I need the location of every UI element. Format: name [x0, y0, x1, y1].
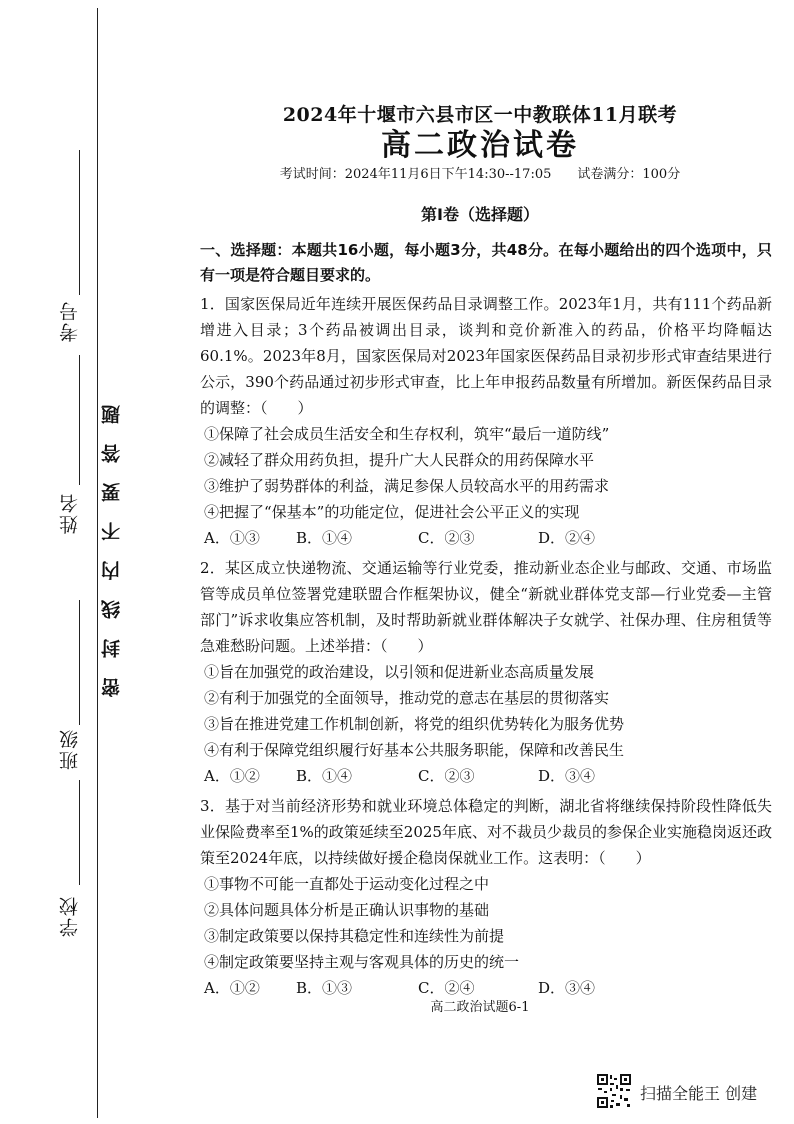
- statement-option: ②具体问题具体分析是正确认识事物的基础: [204, 901, 490, 919]
- statement-option: ③旨在推进党建工作机制创新，将党的组织优势转化为服务优势: [204, 715, 625, 733]
- field-line-id: [79, 150, 80, 295]
- choice-a: A．①②: [204, 767, 260, 785]
- statement-option: ③制定政策要以保持其稳定性和连续性为前提: [204, 927, 505, 945]
- choice-b: B．①④: [296, 767, 353, 785]
- choice-a: A．①②: [204, 979, 260, 997]
- field-label-id: 考号: [59, 300, 81, 342]
- choice-c: C．②③: [418, 529, 475, 547]
- statement-option: ④有利于保障党组织履行好基本公共服务职能，保障和改善民生: [204, 741, 625, 759]
- answer-choices: [200, 525, 772, 552]
- question-stem: 3．基于对当前经济形势和就业环境总体稳定的判断，湖北省将继续保持阶段性降低失业保险费率至1%的政策延续至2025年底、对不裁员少裁员的参保企业实施稳岗返还政策至2024年底，以持续做好援企稳岗保就业工作。这表明：（ ）: [200, 797, 772, 867]
- field-line-name: [79, 355, 80, 485]
- section-title: 第Ⅰ卷（选择题）: [421, 205, 539, 224]
- statement-option: ②减轻了群众用药负担，提升广大人民群众的用药保障水平: [204, 451, 595, 469]
- choice-b: B．①④: [296, 529, 353, 547]
- question-1: [200, 291, 772, 552]
- field-label-school: 学校: [59, 895, 81, 937]
- exam-info: [200, 163, 760, 182]
- exam-time: 考试时间：2024年11月6日下午14:30--17:05: [279, 167, 552, 182]
- page-footer: 高二政治试题6-1: [430, 1000, 530, 1015]
- choice-d: D．②④: [538, 529, 596, 547]
- field-line-school: [79, 780, 80, 885]
- field-label-name: 姓名: [59, 492, 81, 534]
- question-3: [200, 793, 772, 1002]
- field-label-class: 班级: [59, 728, 81, 770]
- choice-c: C．②④: [418, 979, 475, 997]
- choice-c: C．②③: [418, 767, 475, 785]
- statement-option: ①保障了社会成员生活安全和生存权利，筑牢“最后一道防线”: [204, 425, 610, 443]
- question-area: [200, 238, 772, 1002]
- exam-title: 2024年十堰市六县市区一中教联体11月联考: [282, 104, 678, 126]
- scanner-watermark: 扫描全能王 创建: [640, 1084, 758, 1103]
- answer-choices: [200, 763, 772, 790]
- full-score: 试卷满分：100分: [577, 167, 681, 182]
- statement-option: ①事物不可能一直都处于运动变化过程之中: [204, 875, 490, 893]
- choice-d: D．③④: [538, 767, 596, 785]
- statement-option: ①旨在加强党的政治建设，以引领和促进新业态高质量发展: [204, 663, 595, 681]
- choice-a: A．①③: [204, 529, 260, 547]
- choice-b: B．①③: [296, 979, 353, 997]
- qr-code-icon: [596, 1073, 632, 1109]
- question-stem: 1．国家医保局近年连续开展医保药品目录调整工作。2023年1月，共有111个药品新增进入目录；3个药品被调出目录，谈判和竞价新准入的药品，价格平均降幅达60.1%。2023年8月，国家医保局对2023年国家医保药品目录初步形式审查结果进行公示，390个药品通过初步形式审查，比上年申报药品数量有所增加。新医保药品目录的调整：（ ）: [200, 295, 772, 417]
- seal-line-notice: 密封线内不要答题: [101, 385, 123, 697]
- question-2: [200, 555, 772, 790]
- field-line-class: [79, 600, 80, 725]
- statement-option: ③维护了弱势群体的利益，满足参保人员较高水平的用药需求: [204, 477, 610, 495]
- binding-line: [97, 8, 98, 1118]
- choice-d: D．③④: [538, 979, 596, 997]
- statement-option: ④把握了“保基本”的功能定位，促进社会公平正义的实现: [204, 503, 580, 521]
- statement-option: ②有利于加强党的全面领导，推动党的意志在基层的贯彻落实: [204, 689, 610, 707]
- statement-option: ④制定政策要坚持主观与客观具体的历史的统一: [204, 953, 520, 971]
- subject-title: 高二政治试卷: [381, 128, 579, 163]
- question-stem: 2．某区成立快递物流、交通运输等行业党委，推动新业态企业与邮政、交通、市场监管等成员单位签署党建联盟合作框架协议，健全“新就业群体党支部—行业党委—主管部门”诉求收集应答机制，及时帮助新就业群体解决子女就学、社保办理、住房租赁等急难愁盼问题。上述举措：（ ）: [200, 559, 772, 655]
- section-instructions: 一、选择题：本题共16小题，每小题3分，共48分。在每小题给出的四个选项中，只有一项是符合题目要求的。: [200, 241, 772, 284]
